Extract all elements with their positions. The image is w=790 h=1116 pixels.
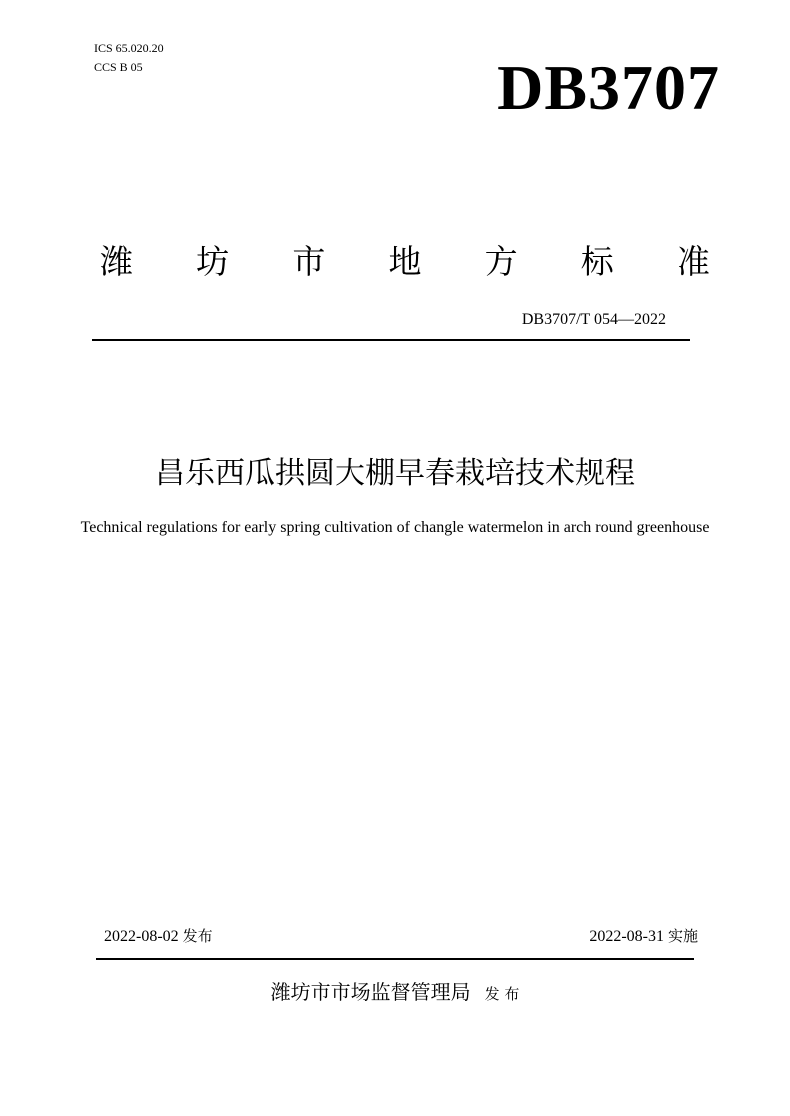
standard-type-char: 方 [484,242,518,281]
implement-date: 2022-08-31 [589,928,664,945]
document-title-chinese: 昌乐西瓜拱圆大棚早春栽培技术规程 [155,456,635,491]
standard-type-char: 标 [580,242,614,281]
publish-date-line [104,926,213,947]
publish-label: 发布 [182,927,213,945]
implement-label: 实施 [667,927,698,945]
publish-date: 2022-08-02 [104,928,179,945]
implement-date-line [589,926,698,947]
standard-type-char: 地 [388,242,422,281]
ccs-code: CCS B 05 [94,60,143,74]
issuer-line [0,976,790,1008]
standard-type-char: 市 [292,242,326,281]
standard-type-heading [100,240,710,284]
standard-type-char: 潍 [100,242,133,281]
bottom-divider [96,958,694,960]
document-title-english: Technical regulations for early spring cultivation of changle watermelon in arch round greenhouse [80,519,710,536]
standard-type-char: 坊 [196,242,230,281]
standard-type-char: 准 [676,242,710,281]
top-divider [92,339,690,341]
issue-label: 发 布 [484,985,520,1003]
issuing-authority: 潍坊市市场监督管理局 [270,980,471,1004]
standard-prefix-code: DB3707 [497,52,720,123]
standard-number: DB3707/T 054—2022 [521,311,666,328]
ics-code: ICS 65.020.20 [94,41,164,55]
